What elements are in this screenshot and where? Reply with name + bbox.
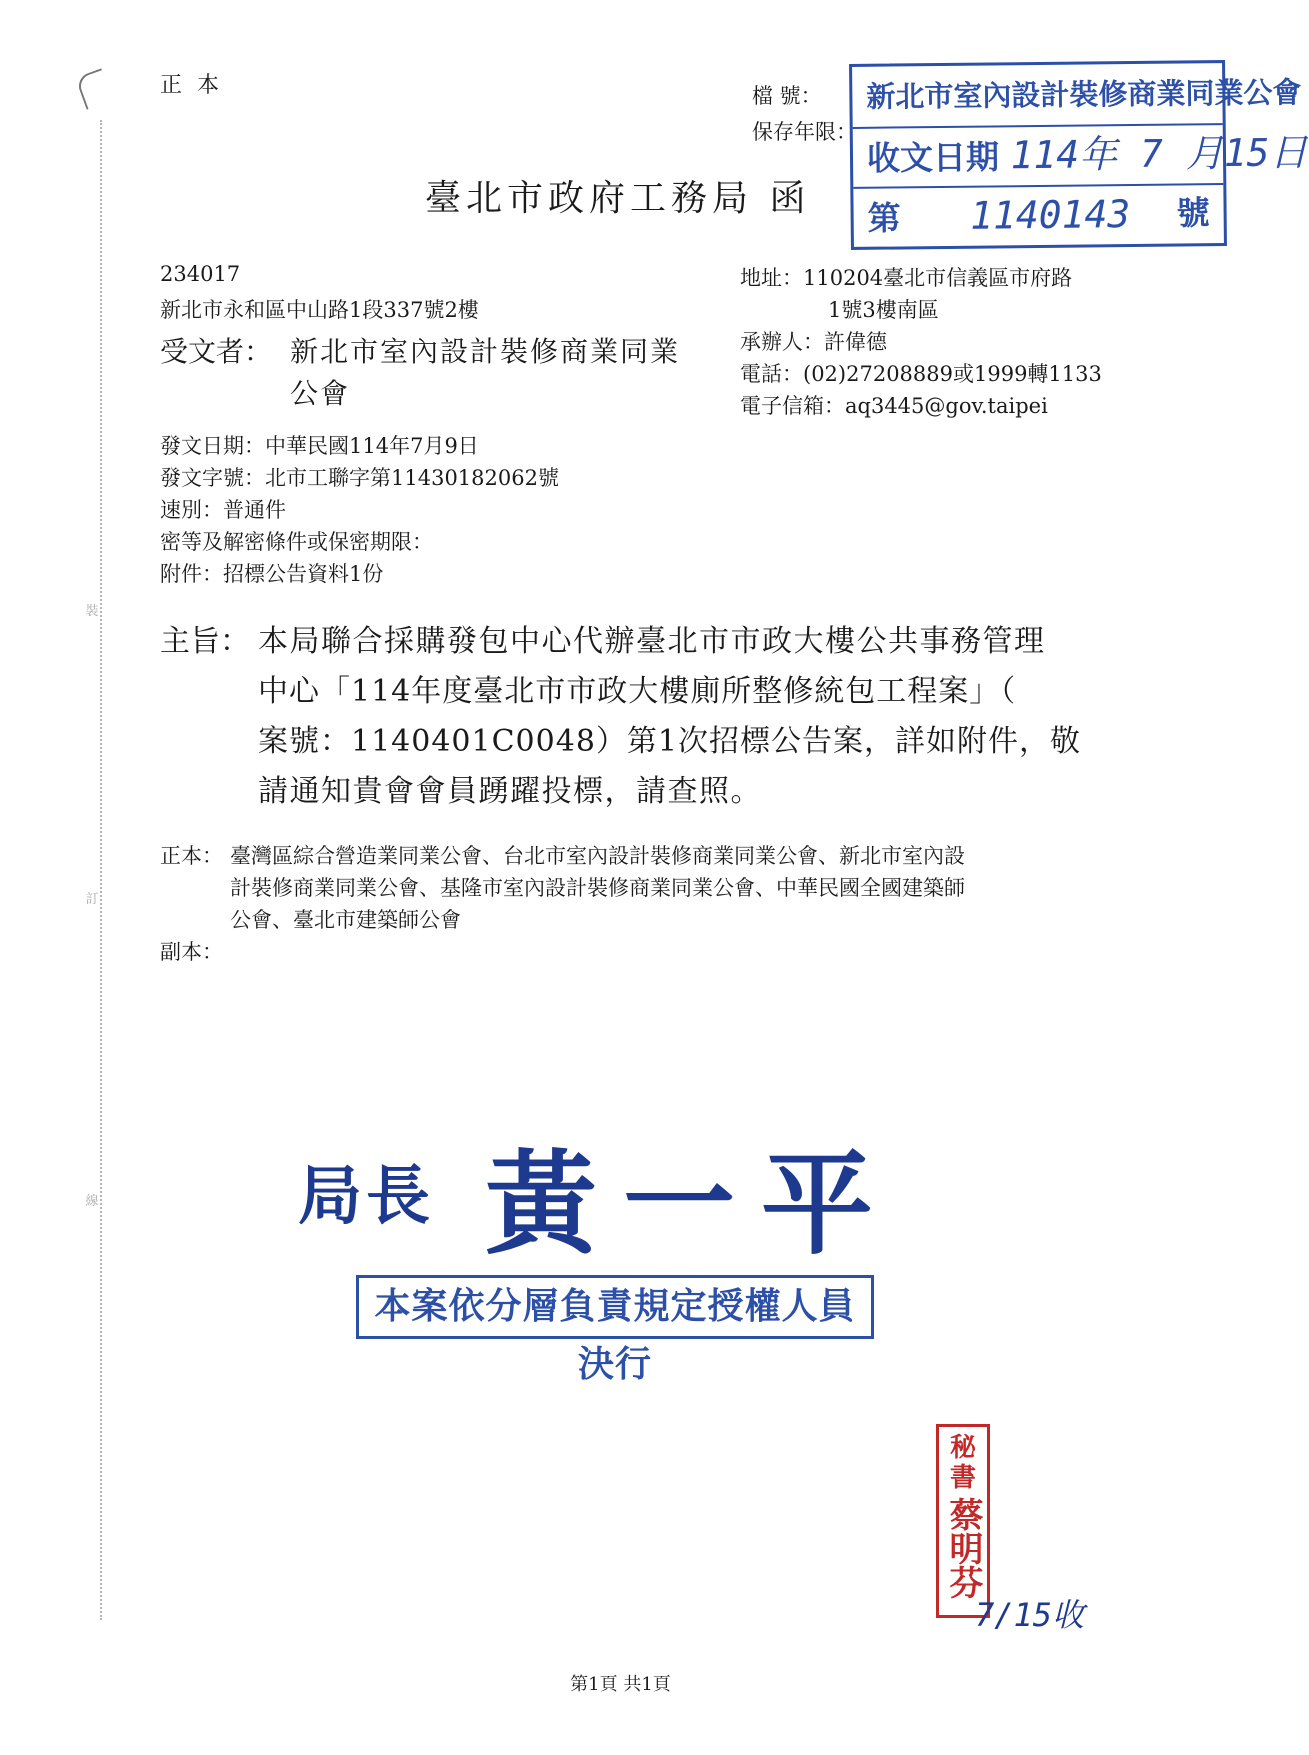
sender-handler: 承辦人：許偉德 bbox=[740, 330, 887, 354]
main-copy-line3: 公會、臺北市建築師公會 bbox=[230, 908, 461, 932]
receive-stamp-no-hand: 1140143 bbox=[969, 192, 1131, 238]
attachment-info: 附件：招標公告資料1份 bbox=[160, 562, 384, 586]
recipient-label: 受文者： bbox=[160, 335, 273, 368]
director-seal bbox=[280, 1115, 920, 1270]
binding-mark-2: 訂 bbox=[85, 892, 99, 907]
receive-stamp-no-label: 第 bbox=[867, 198, 901, 238]
main-copy-line1: 臺灣區綜合營造業同業公會、台北市室內設計裝修商業同業公會、新北市室內設 bbox=[230, 844, 965, 868]
handwritten-date: 7/15收 bbox=[975, 1596, 1085, 1634]
sender-phone: 電話：(02)27208889或1999轉1133 bbox=[740, 362, 1102, 386]
recipient-zip: 234017 bbox=[160, 262, 241, 286]
recipient-name-line1: 新北市室內設計裝修商業同業 bbox=[290, 335, 681, 368]
receive-stamp-no-suffix: 號 bbox=[1176, 193, 1210, 233]
secretary-seal-name: 蔡明芬 bbox=[943, 1497, 983, 1599]
binding-mark-1: 裝 bbox=[85, 604, 99, 619]
sender-address-line1: 地址：110204臺北市信義區市府路 bbox=[740, 266, 1073, 290]
subject-line4: 請通知貴會會員踴躍投標，請查照。 bbox=[258, 774, 762, 809]
document-title: 臺北市政府工務局 函 bbox=[425, 178, 811, 219]
receive-stamp-no-row bbox=[853, 183, 1224, 247]
cc-label: 副本： bbox=[160, 940, 223, 964]
retention-label: 保存年限： bbox=[752, 120, 857, 144]
receive-stamp-org: 新北市室內設計裝修商業同業公會 bbox=[852, 63, 1223, 129]
sender-email: 電子信箱：aq3445@gov.taipei bbox=[740, 394, 1048, 418]
receive-stamp-date-row bbox=[853, 123, 1308, 189]
issue-date: 發文日期：中華民國114年7月9日 bbox=[160, 434, 479, 458]
receive-stamp bbox=[849, 60, 1308, 250]
authorization-stamp: 本案依分層負責規定授權人員決行 bbox=[356, 1275, 874, 1339]
secretary-seal bbox=[936, 1424, 990, 1618]
receive-stamp-date-label: 收文日期 bbox=[866, 137, 1000, 178]
subject-line2: 中心「114年度臺北市市政大樓廁所整修統包工程案」（ bbox=[258, 674, 1017, 709]
secrecy-level: 密等及解密條件或保密期限： bbox=[160, 530, 433, 554]
pen-tick-mark bbox=[75, 68, 113, 110]
main-copy-label: 正本： bbox=[160, 844, 223, 868]
copy-label: 正 本 bbox=[160, 73, 223, 98]
page-footer: 第1頁 共1頁 bbox=[570, 1674, 671, 1695]
receive-stamp-date-hand: 114年 7 月15日 bbox=[1010, 130, 1308, 178]
main-copy-line2: 計裝修商業同業公會、基隆市室內設計裝修商業同業公會、中華民國全國建築師 bbox=[230, 876, 965, 900]
subject-line1: 本局聯合採購發包中心代辦臺北市市政大樓公共事務管理 bbox=[258, 624, 1046, 659]
recipient-address: 新北市永和區中山路1段337號2樓 bbox=[160, 298, 479, 322]
binding-line bbox=[100, 120, 102, 1620]
issue-doc-no: 發文字號：北市工聯字第11430182062號 bbox=[160, 466, 559, 490]
subject-label: 主旨： bbox=[160, 624, 250, 659]
file-no-label: 檔 號： bbox=[752, 84, 822, 108]
director-seal-name: 黃一平 bbox=[485, 1140, 899, 1270]
speed-class: 速別：普通件 bbox=[160, 498, 286, 522]
secretary-seal-title: 秘書 bbox=[949, 1433, 976, 1493]
director-seal-title: 局長 bbox=[298, 1160, 434, 1234]
recipient-name-line2: 公會 bbox=[290, 377, 351, 410]
binding-mark-3: 線 bbox=[85, 1194, 99, 1209]
subject-line3: 案號：1140401C0048）第1次招標公告案，詳如附件，敬 bbox=[258, 724, 1081, 759]
sender-address-line2: 1號3樓南區 bbox=[828, 298, 939, 322]
